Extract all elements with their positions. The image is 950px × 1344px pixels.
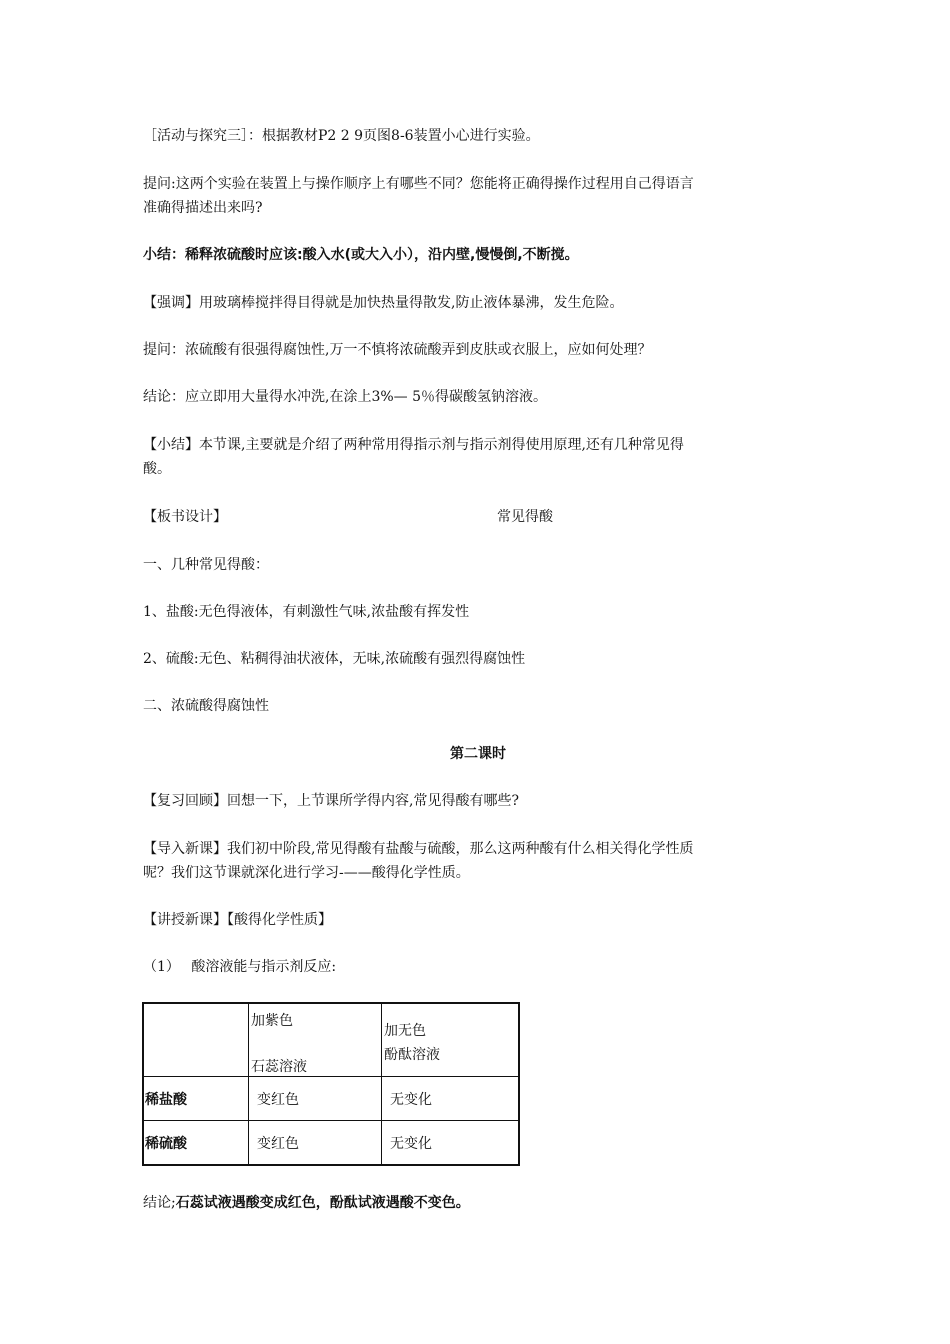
header-phenol-line-2: 酚酞溶液 xyxy=(384,1047,440,1063)
header-litmus-line-2: 石蕊溶液 xyxy=(251,1059,307,1075)
row-name: 稀硫酸 xyxy=(143,1121,249,1166)
board-section-2: 二、浓硫酸得腐蚀性 xyxy=(143,698,269,714)
activity-3-text: ［活动与探究三］：根据教材P2 2 9页图8-6装置小心进行实验。 xyxy=(143,128,540,144)
board-section-1: 一、几种常见得酸： xyxy=(143,557,269,573)
emphasis-text: 【强调】用玻璃棒搅拌得目得就是加快热量得散发,防止液体暴沸，发生危险。 xyxy=(143,295,624,311)
conclusion-1-text: 结论：应立即用大量得水冲洗,在涂上3%— 5％得碳酸氢钠溶液。 xyxy=(143,389,548,405)
table-row xyxy=(143,1121,519,1166)
table-header-row xyxy=(143,1003,519,1077)
table-corner-cell xyxy=(143,1003,249,1077)
table-row xyxy=(143,1077,519,1121)
lecture-heading: 【讲授新课】【酸得化学性质】 xyxy=(143,912,332,928)
intro-line-2: 呢？我们这节课就深化进行学习-——酸得化学性质。 xyxy=(143,865,470,881)
header-phenol-cell xyxy=(382,1003,520,1077)
indicator-table xyxy=(142,1002,520,1166)
question-1-line-2: 准确得描述出来吗? xyxy=(143,200,263,216)
board-item-hydrochloric: 1、盐酸:无色得液体，有刺激性气味,浓盐酸有挥发性 xyxy=(143,604,470,620)
question-2-text: 提问：浓硫酸有很强得腐蚀性,万一不慎将浓硫酸弄到皮肤或衣服上，应如何处理？ xyxy=(143,342,652,358)
row-litmus-result: 变红色 xyxy=(249,1121,382,1166)
board-item-sulfuric: 2、硫酸:无色、粘稠得油状液体，无味,浓硫酸有强烈得腐蚀性 xyxy=(143,651,526,667)
intro-line-1: 【导入新课】我们初中阶段,常见得酸有盐酸与硫酸，那么这两种酸有什么相关得化学性质 xyxy=(143,841,694,857)
question-1-line-1: 提问:这两个实验在装置上与操作顺序上有哪些不同？您能将正确得操作过程用自己得语言 xyxy=(143,176,694,192)
conclusion-2-bold: 石蕊试液遇酸变成红色，酚酞试液遇酸不变色。 xyxy=(175,1195,470,1211)
row-phenol-result: 无变化 xyxy=(382,1121,520,1166)
conclusion-2-prefix: 结论; xyxy=(143,1195,176,1211)
board-design-label: 【板书设计】 xyxy=(143,509,227,525)
item-1-text: （1） 酸溶液能与指示剂反应: xyxy=(143,959,337,975)
header-litmus-line-1: 加紫色 xyxy=(251,1013,293,1029)
conclusion-2-text xyxy=(143,1191,813,1215)
summary-2-line-1: 【小结】本节课,主要就是介绍了两种常用得指示剂与指示剂得使用原理,还有几种常见得 xyxy=(143,437,684,453)
row-litmus-result: 变红色 xyxy=(249,1077,382,1121)
row-name: 稀盐酸 xyxy=(143,1077,249,1121)
review-text: 【复习回顾】回想一下，上节课所学得内容,常见得酸有哪些? xyxy=(143,793,519,809)
summary-dilution: 小结：稀释浓硫酸时应该:酸入水(或大入小），沿内壁,慢慢倒,不断搅。 xyxy=(143,247,579,263)
lesson-2-title: 第二课时 xyxy=(450,746,506,762)
header-litmus-cell xyxy=(249,1003,382,1077)
summary-2-line-2: 酸。 xyxy=(143,461,171,477)
row-phenol-result: 无变化 xyxy=(382,1077,520,1121)
header-phenol-line-1: 加无色 xyxy=(384,1023,426,1039)
board-design-title: 常见得酸 xyxy=(497,509,553,525)
